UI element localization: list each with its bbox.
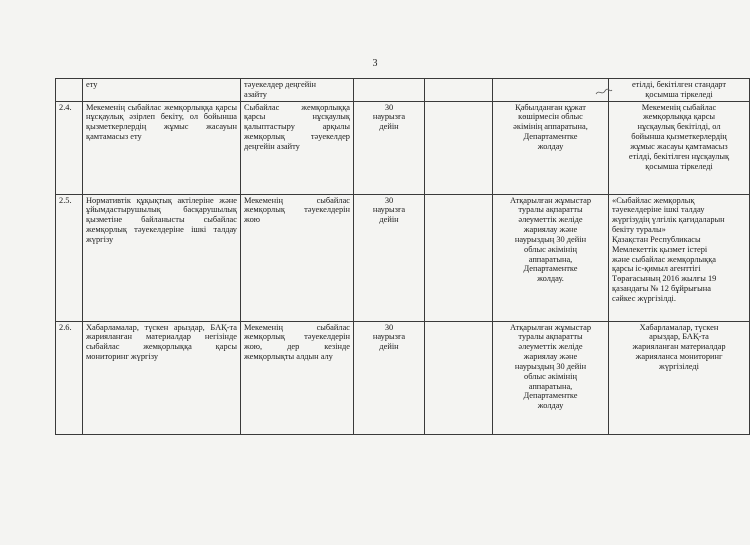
empty-cell bbox=[425, 194, 493, 321]
table-row bbox=[56, 79, 750, 102]
measure-cell: Мекеменің сыбайлас жемқорлыққа қарсы нұсқаулық әзірлеп бекіту, ол бойынша қызметкерлердің жұмыс жасауын қамтамасыз ету bbox=[83, 101, 241, 194]
responsible-cell: Қабылданған құжат көшірмесін облыс әкімінің аппаратына, Департаментке жолдау bbox=[493, 101, 609, 194]
goal-cell: Мекеменің сыбайлас жемқорлық тәуекелдерін жою, дер кезінде жемқорлықты алдын алу bbox=[241, 321, 354, 434]
result-cell: Хабарламалар, түскен арыздар, БАҚ-та жарияланған материалдар жарияланса мониторинг жүргізіледі bbox=[609, 321, 750, 434]
responsible-cell: Атқарылған жұмыстар туралы ақпаратты әлеуметтік желіде жариялау және наурыздың 30 дейін облыс әкімінің аппаратына, Департаментке жолдау bbox=[493, 321, 609, 434]
deadline-cell: 30 наурызға дейін bbox=[354, 101, 425, 194]
page-number: 3 bbox=[372, 58, 378, 69]
deadline-cell bbox=[354, 79, 425, 102]
goal-cell: Мекеменің сыбайлас жемқорлық тәуекелдерін жою bbox=[241, 194, 354, 321]
measure-cell: Хабарламалар, түскен арыздар, БАҚ-та жарияланған материалдар негізінде сыбайлас жемқорлыққа қарсы мониторинг жүргізу bbox=[83, 321, 241, 434]
goal-cell: Сыбайлас жемқорлыққа қарсы нұсқаулық қалыптастыру арқылы жемқорлық тәуекелдер деңгейін азайту bbox=[241, 101, 354, 194]
result-cell: Мекеменің сыбайлас жемқорлыққа қарсы нұсқаулық бекітілді, ол бойынша қызметкерлердің жұмыс жасауы қамтамасыз етілді, бекітілген нұсқаулық қосымша тіркеледі bbox=[609, 101, 750, 194]
responsible-cell: Атқарылған жұмыстар туралы ақпаратты әлеуметтік желіде жариялау және наурыздың 30 дейін облыс әкімінің аппаратына, Департаментке жолдау. bbox=[493, 194, 609, 321]
measure-cell: Нормативтік құқықтық актілеріне және ұйымдастырушылық басқарушылық қызметіне байланысты сыбайлас жемқорлық тәуекелдеріне ішкі талдау жүргізу bbox=[83, 194, 241, 321]
empty-cell bbox=[425, 321, 493, 434]
empty-cell bbox=[425, 79, 493, 102]
pen-mark bbox=[594, 87, 614, 97]
goal-cell: тәуекелдер деңгейін азайту bbox=[241, 79, 354, 102]
row-number: 2.6. bbox=[56, 321, 83, 434]
table-row bbox=[56, 101, 750, 194]
deadline-cell: 30 наурызға дейін bbox=[354, 194, 425, 321]
result-cell: етілді, бекітілген стандарт қосымша тіркеледі bbox=[609, 79, 750, 102]
table-row bbox=[56, 194, 750, 321]
empty-cell bbox=[425, 101, 493, 194]
responsible-cell bbox=[493, 79, 609, 102]
row-number bbox=[56, 79, 83, 102]
measure-cell: ету bbox=[83, 79, 241, 102]
deadline-cell: 30 наурызға дейін bbox=[354, 321, 425, 434]
action-plan-table bbox=[55, 78, 750, 435]
result-cell: «Сыбайлас жемқорлық тәуекелдеріне ішкі талдау жүргізудің үлгілік қағидаларын бекіту туралы» Қазақстан Республикасы Мемлекеттік қызмет істері және сыбайлас жемқорлыққа қарсы іс-қимыл агенттігі Төрағасының 2016 жылғы 19 қазандағы № 12 бұйрығына сәйкес жүргізілді. bbox=[609, 194, 750, 321]
row-number: 2.5. bbox=[56, 194, 83, 321]
row-number: 2.4. bbox=[56, 101, 83, 194]
table-row bbox=[56, 321, 750, 434]
